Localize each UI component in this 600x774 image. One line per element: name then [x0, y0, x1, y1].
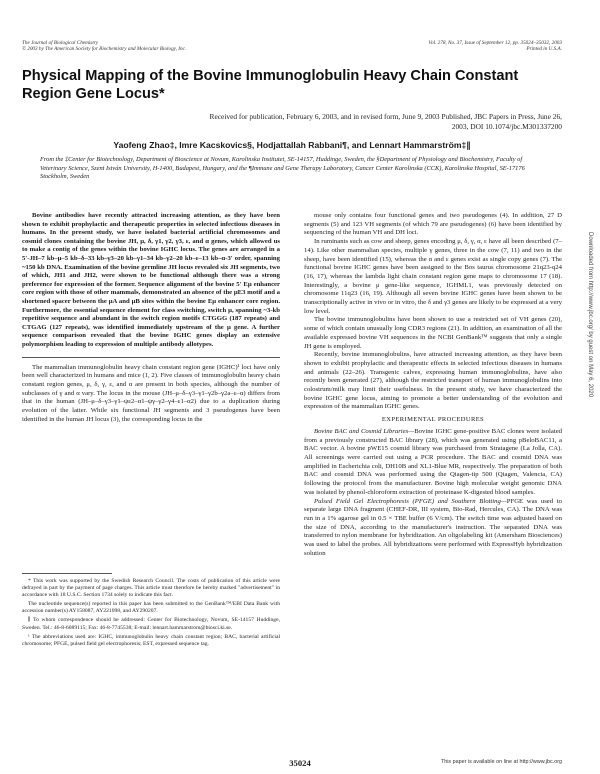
download-side-note	[585, 232, 595, 632]
right-paragraph-3: The bovine immunoglobulins have been shown to use a restricted set of VH genes (20), some of which contain unusually long CDR3 regions (21). In addition, an examination of all the available expressed bovine VH sequences in the NCBI GenBank™ suggests that only a single JH gene is employed.	[304, 316, 562, 350]
methods-text-1: Bovine IGHC gene-positive BAC clones were isolated from a previously constructed BAC library (28), which was generated using pBeloBAC11, a BAC vector. A bovine pWE15 cosmid library was purchased from Stratagene (La Jolla, CA). All screenings were carried out using a PCR procedure. The BAC and cosmid DNA was amplified in Escherichia coli, DH10B and XL1-Blue MR, respectively. The preparation of both BAC and cosmid DNA was performed using the Qiagen-tip 500 (Qiagen, Valencia, CA) following the protocol from the manufacturer. Bovine high molecular weight genomic DNA was isolated by phenol-chloroform extraction of proteinase K-digested blood samples.	[304, 427, 563, 496]
footnote-abbreviations: ¹ The abbreviations used are: IGHC, immunoglobulin heavy chain constant region; BAC, bacterial artificial chromosome; PFGE, pulsed field gel electrophoresis; EST, expressed sequence tag.	[22, 633, 280, 647]
right-column	[304, 212, 562, 558]
footnote-divider	[22, 573, 112, 574]
intro-paragraph: The mammalian immunoglobulin heavy chain constant region gene (IGHC)¹ loci have only been well characterized in humans and mice (1, 2). Five classes of immunoglobulin heavy chain constant region genes, μ, δ, γ, ε, and α are present in both species, although the number of subclasses of γ and α vary. The locus in the mouse (JH–μ–δ–γ3–γ1–γ2b–γ2a–ε–α) differs from that in the human (JH–μ–δ–γ3–γ1–ψε2–α1–ψγ–γ2–γ4–ε1–α2) due to a duplication during evolution of the latter. While six functional JH segments and 3 pseudogenes have been identified in the human JH locus (3), the corresponding locus in the	[22, 363, 280, 423]
abstract: Bovine antibodies have recently attracted increasing attention, as they have been shown to exhibit prophylactic and therapeutic properties in selected infectious diseases in humans. In the present study, we have isolated bacterial artificial chromosomes and cosmid clones containing the bovine JH, μ, δ, γ1, γ2, γ3, ε, and α genes, which allowed us to make a contig of the genes within the bovine IGHC locus. The genes are arranged in a 5′-JH–7 kb–μ–5 kb–δ–33 kb–γ3–20 kb–γ1–34 kb–γ2–20 kb–ε–13 kb–α-3′ order, spanning ~150 kb DNA. Examination of the bovine germline JH locus revealed six JH segments, two of which, JH1 and JH2, were shown to be functional although there was a strong preference for expression of the former. Sequence alignment of the bovine 5′ Eμ enhancer core region with those of other mammals, demonstrated an absence of the μE3 motif and a shortened spacer between the μA and μB sites within the bovine Eμ enhancer core region. Furthermore, the essential sequence element for class switching, switch μ, spanning ~3-kb repetitive sequence and abundant in the switch region motifs CTGGG (187 repeats) and CTGAG (127 repeats), was identified immediately upstream of the μ gene. A further sequence comparison revealed that the bovine IGHC genes display an extensive polymorphism leading to expression of multiple antibody allotypes.	[22, 212, 280, 348]
abstract-divider	[22, 357, 280, 358]
article-title: Physical Mapping of the Bovine Immunoglobulin Heavy Chain Constant Region Gene Locus*	[22, 68, 519, 102]
right-paragraph-4: Recently, bovine immunoglobulins, have attracted increasing attention, as they have been shown to exhibit prophylactic and therapeutic effects in selected infectious diseases in humans and animals (22–26). Transgenic calves, expressing human immunoglobulins, have also recently been generated (27), although the restricted transport of human immunoglobulins into colostrum/milk may limit their usefulness. In the present study, we have characterized the bovine IGHC gene locus, aiming to promote a better understanding of the evolution and expression of the mammalian IGHC genes.	[304, 351, 562, 411]
download-note-text[interactable]: Downloaded from http://www.jbc.org/ by guest on May 6, 2020	[587, 232, 593, 398]
methods-paragraph-2	[304, 498, 562, 559]
footnote-accession: The nucleotide sequence(s) reported in this paper has been submitted to the GenBank™/EBI Data Bank with accession number(s) AY158087, AY221098, and AY290207.	[22, 601, 280, 615]
footnotes	[22, 578, 280, 650]
issue-info: Vol. 278, No. 37, Issue of September 12, pp. 35024–35032, 2003	[428, 40, 562, 46]
affiliations: From the ‡Center for Biotechnology, Department of Bioscience at Novum, Karolinska Institutet, SE-14157, Huddinge, Sweden, the §Department of Physiology and Biochemistry, Faculty of Veterinary Science, Szent István University, H-1400, Budapest, Hungary, and the ¶Immune and Gene Therapy Laboratory, Cancer Center Karolinska (CCK), Karolinska Hospital, SE-17176 Stockholm, Sweden	[40, 156, 525, 181]
footer-url-note: This paper is available on line at http://www.jbc.org	[440, 759, 562, 765]
right-paragraph-1: mouse only contains four functional genes and two pseudogenes (4). In addition, 27 D segments (5) and 123 VH segments (of which 79 are pseudogenes) (6) have been identified by sequencing of the human VH and DH loci.	[304, 212, 562, 237]
running-header-left	[22, 40, 322, 53]
received-dates: Received for publication, February 6, 2003, and in revised form, June 9, 2003 Published, JBC Papers in Press, June 26, 2003, DOI 10.1074/jbc.M301337200	[209, 112, 562, 131]
running-header-right	[302, 40, 562, 53]
section-heading: EXPERIMENTAL PROCEDURES	[381, 416, 485, 424]
author-list: Yaofeng Zhao‡, Imre Kacskovics§, Hodjattallah Rabbani¶, and Lennart Hammarström‡∥	[113, 140, 471, 150]
methods-text-2: PFGE was used to separate large DNA fragment (CHEF-DR, III system, Bio-Rad, Hercules, CA). The DNA was run in a 1% agarose gel in 0.5 × TBE buffer (6 V/cm). The switch time was adjusted based on the size of DNA, according to the manufacturer's instruction. The separated DNA was transferred to nylon membrane for hybridization. An oligolabeling kit (Amersham Biosciences) was used to label the probes. All hybridizations were performed with ExpressHyb hybridization solution	[304, 497, 562, 557]
methods-subhead-2: Pulsed Field Gel Electrophoresis (PFGE) and Southern Blotting—	[314, 497, 507, 505]
printed-in: Printed in U.S.A.	[526, 46, 562, 53]
journal-name: The Journal of Biological Chemistry	[22, 40, 99, 46]
footnote-funding: * This work was supported by the Swedish Research Council. The costs of publication of this article were defrayed in part by the payment of page charges. This article must therefore be hereby marked "advertisement" in accordance with 18 U.S.C. Section 1734 solely to indicate this fact.	[22, 578, 280, 599]
right-paragraph-2: In ruminants such as cow and sheep, genes encoding μ, δ, γ, α, ε have all been described (7–14). Like other mammalian species, multiple γ genes, three in the cow (7, 11) and two in the sheep, have been identified (15), whereas the α and ε genes exist as single copy genes (7). The functional bovine IGHC genes have been assigned to the Bos taurus chromosome 21q23-q24 (16, 17), whereas the lambda light chain constant region gene maps to chromosome 17 (18). Interestingly, a bovine μ gene-like sequence, IGHML1, was previously detected on chromosome 11q23 (16, 19). Although all seven bovine IGHC genes have been shown to be transcriptionally active in vivo or in vitro, the δ and γ3 genes are likely to be expressed at a very low level.	[304, 238, 562, 315]
methods-subhead-1: Bovine BAC and Cosmid Libraries—	[314, 427, 415, 435]
page-number: 35024	[289, 758, 311, 768]
copyright-line: © 2003 by The American Society for Biochemistry and Molecular Biology, Inc.	[22, 46, 187, 53]
footnote-correspondence: ∥ To whom correspondence should be addressed: Center for Biotechnology, Novum, SE-14157 Huddinge, Sweden. Tel.: 46-8-6089115; Fax: 46-8-7745538; E-mail: lennart.hammarstrom@biosci.ki.se.	[22, 617, 280, 631]
left-column	[22, 212, 280, 424]
methods-paragraph-1	[304, 428, 562, 498]
